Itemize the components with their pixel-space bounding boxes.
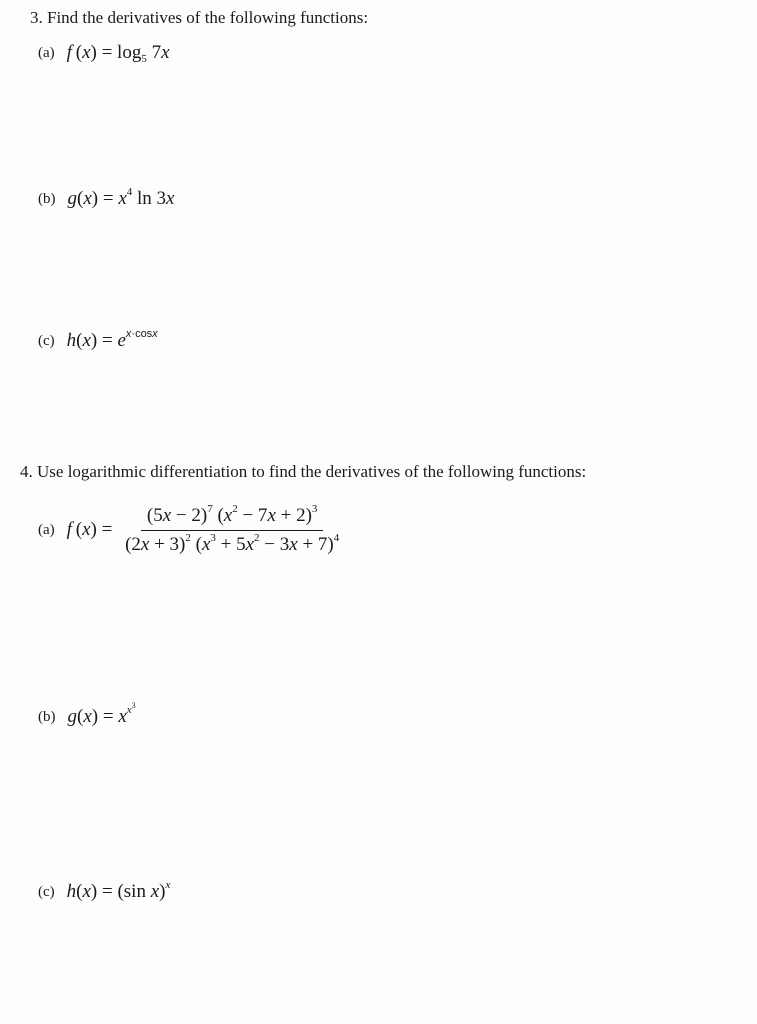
question-3c-expression: $h(x) = e^{x\cdot cosx}$ [66,328,158,351]
question-3-heading: 3. Find the derivatives of the following functions: [30,8,369,27]
question-3a-expression: f $(x) = \log_5 7x$ [66,42,170,65]
question-4b-label: (b) [38,708,56,725]
question-3c [38,330,158,352]
question-3a-label: (a) [38,44,55,61]
question-4a-label: (a) [38,522,55,538]
question-4c [38,881,170,903]
question-3c-label: (c) [38,332,55,349]
question-3b-expression: $g(x) = x^4$ ln 3x [67,186,175,209]
question-4b [38,701,136,728]
question-4-heading: 4. Use logarithmic differentiation to find the derivatives of the following functions: [20,462,587,481]
question-3a [38,42,170,64]
question-4c-label: (c) [38,883,55,900]
question-4a [38,505,345,556]
question-3b [38,188,174,210]
question-4a-expression: f (x) = $\frac{(5x - 2)^7 (x^2 - 7x + 2)^3}{(2x + 3)^2 (x^3 + 5x^2 - 3x + 7)^4}$ [67,505,346,556]
question-3b-label: (b) [38,190,56,207]
question-4a-fraction [119,505,345,556]
question-4c-expression: h(x) = (sin x)$^x$ [66,879,171,902]
question-4a-denominator: $(2x + 3)^2$ $(x^3 + 5x^2 - 3x + 7)^4$ [125,532,340,555]
question-4a-numerator: $(5x - 2)^7$ $(x^2 - 7x + 2)^3$ [141,505,324,531]
question-4b-expression: $g(x) = x^{x^3}$ [67,701,136,727]
